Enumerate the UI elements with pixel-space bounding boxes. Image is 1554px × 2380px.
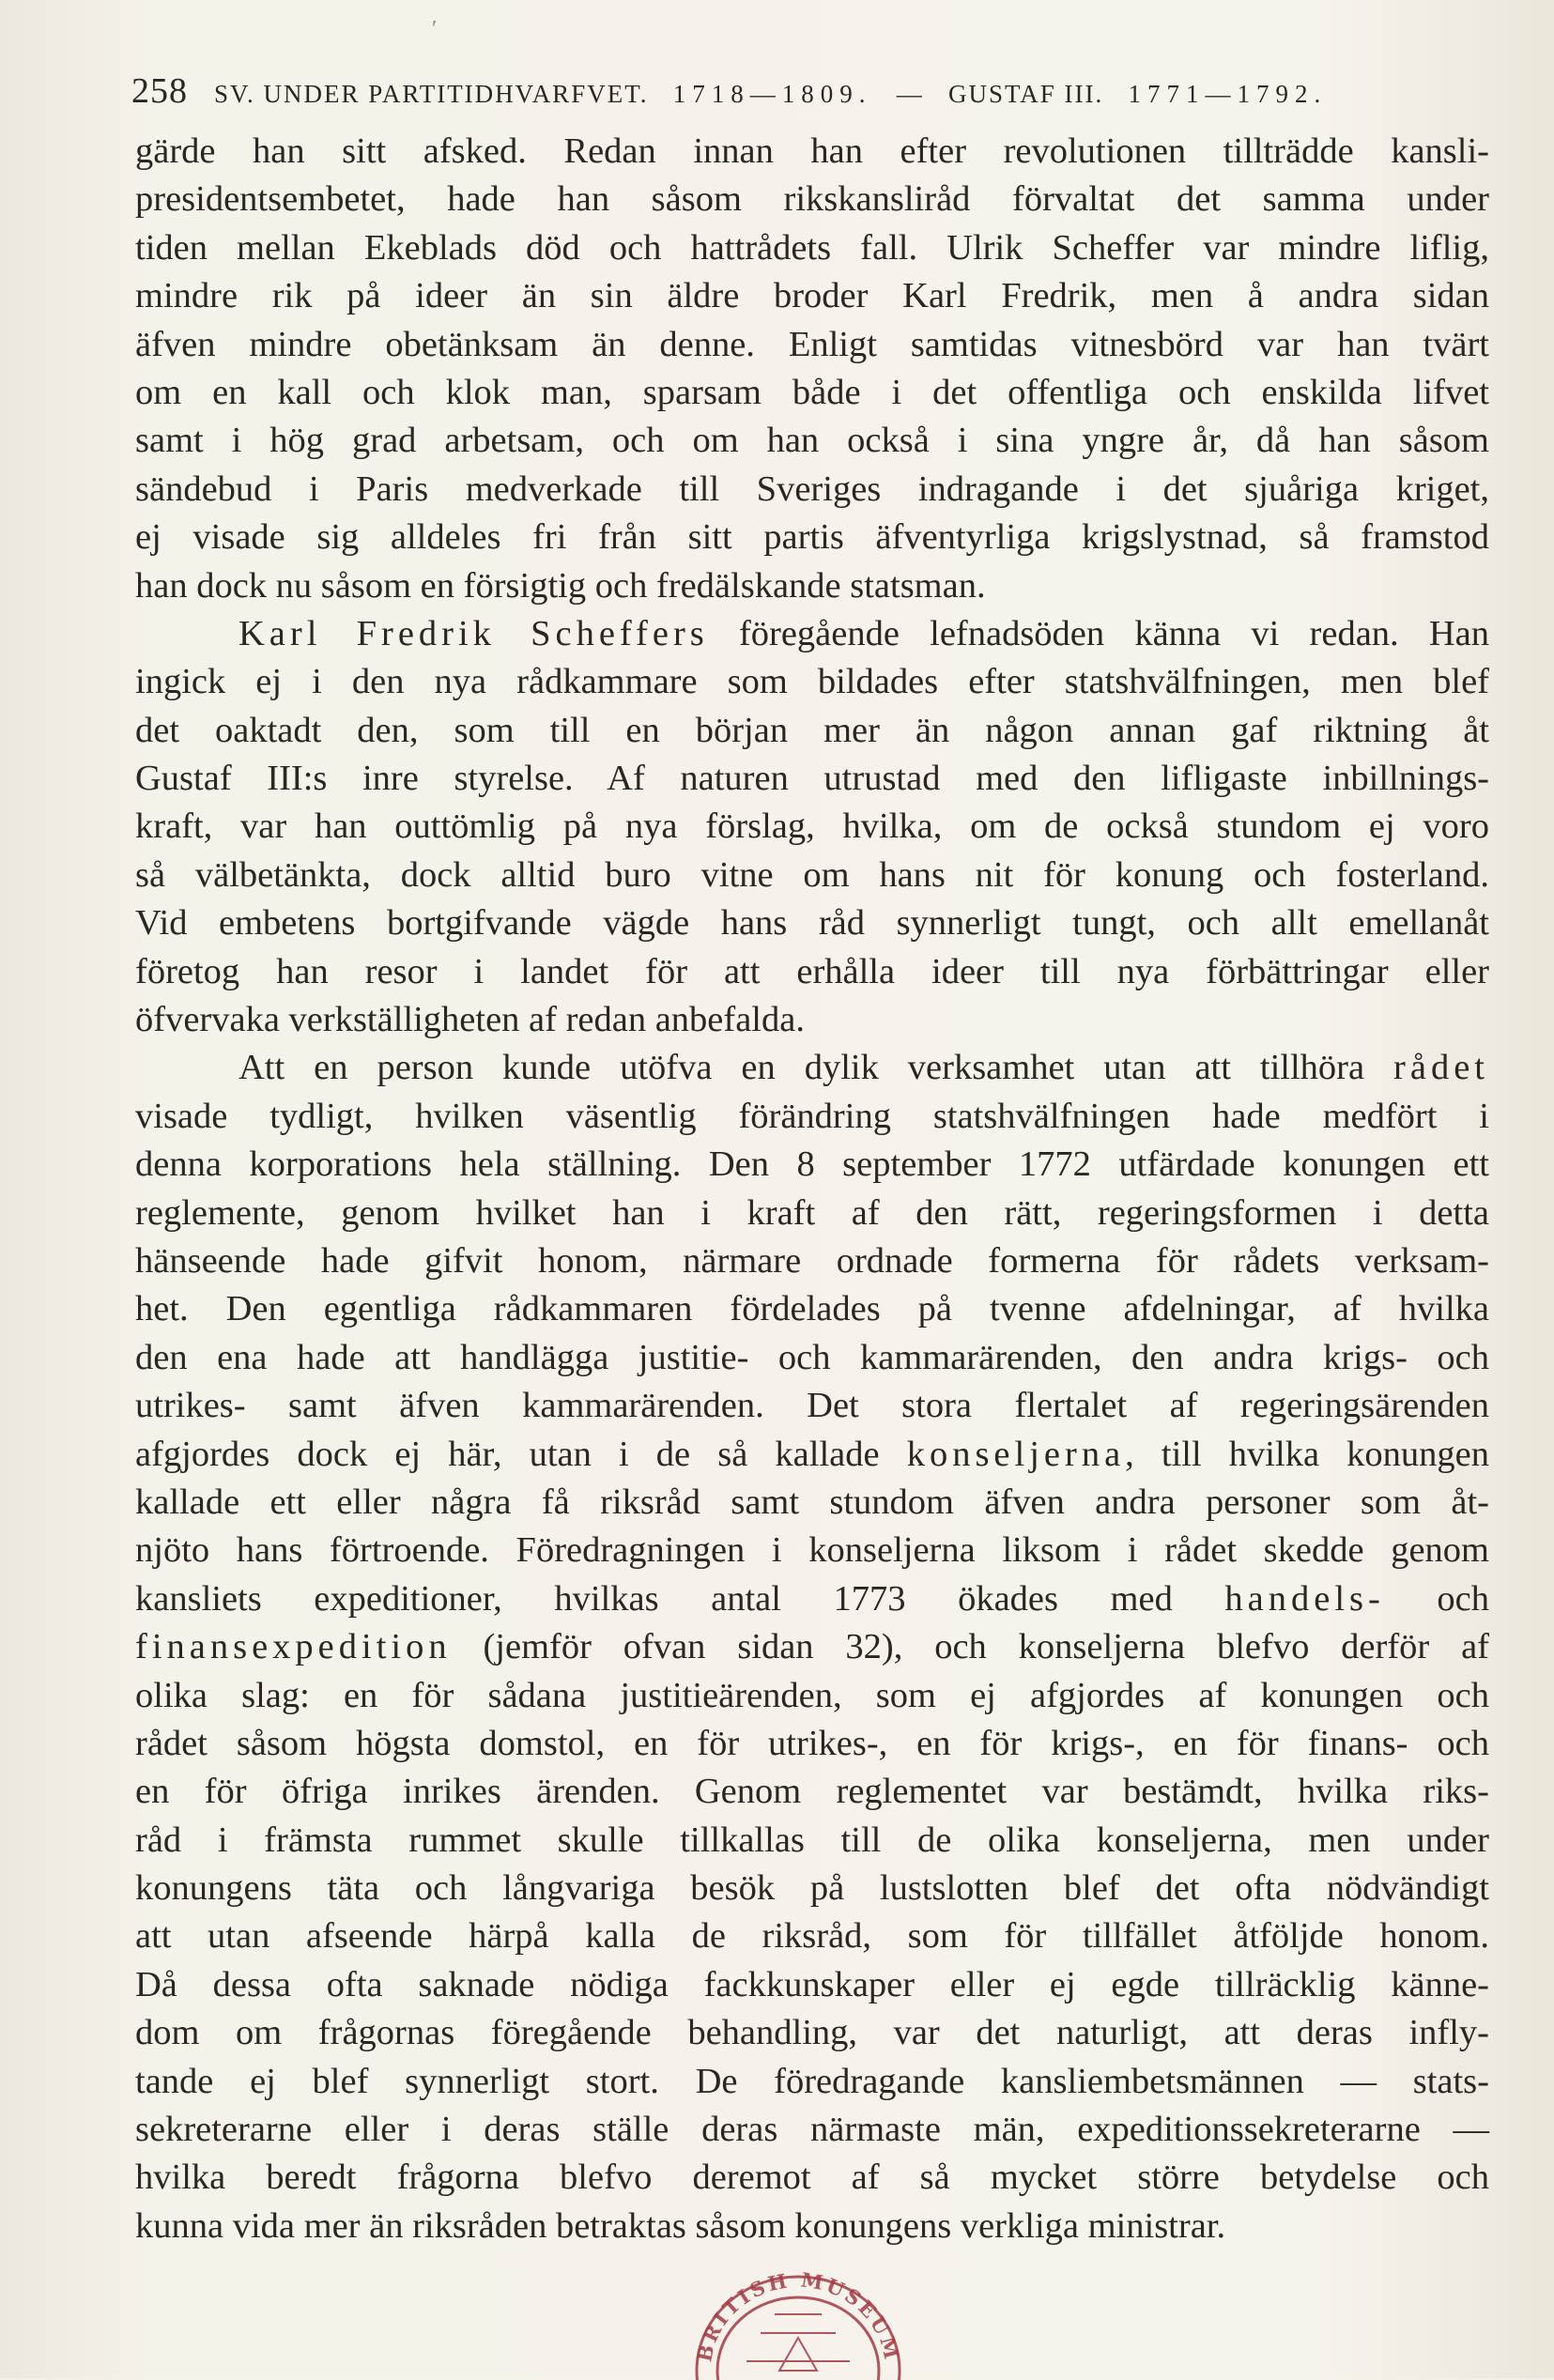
- emphasized-term: rådet: [1393, 1048, 1489, 1088]
- text-line: hvilka beredt frågorna blefvo deremot af så mycket större betydelse och: [135, 2157, 1489, 2198]
- text-line: samt i hög grad arbetsam, och om han också i sina yngre år, då han såsom: [135, 421, 1489, 461]
- text-line: rådet såsom högsta domstol, en för utrikes-, en för krigs-, en för finans- och: [135, 1723, 1489, 1763]
- page-number: 258: [131, 71, 188, 111]
- text-line: kunna vida mer än riksråden betraktas såsom konungens verkliga ministrar.: [135, 2205, 1226, 2246]
- text-line: Gustaf III:s inre styrelse. Af naturen utrustad med den lifligaste inbillnings-: [135, 759, 1489, 799]
- text-line: mindre rik på ideer än sin äldre broder Karl Fredrik, men å andra sidan: [135, 276, 1489, 316]
- text-line: råd i främsta rummet skulle tillkallas till de olika konseljerna, men under: [135, 1820, 1489, 1860]
- text-line: Vid embetens bortgifvande vägde hans råd synnerligt tungt, och allt emellanåt: [135, 903, 1489, 944]
- text-line: kansliets expeditioner, hvilkas antal 1773 ökades med handels- och: [135, 1578, 1489, 1619]
- text-line: ingick ej i den nya rådkammare som bildades efter statshvälfningen, men blef: [135, 662, 1489, 702]
- text-line: han dock nu såsom en försigtig och fredälskande statsman.: [135, 565, 986, 606]
- text-line: kraft, var han outtömlig på nya förslag, hvilka, om de också stundom ej voro: [135, 806, 1489, 847]
- text-line: det oaktadt den, som till en början mer än någon annan gaf riktning åt: [135, 710, 1489, 750]
- text-line: gärde han sitt afsked. Redan innan han efter revolutionen tillträdde kansli-: [135, 131, 1489, 171]
- text-line: hänseende hade gifvit honom, närmare ordnade formerna för rådets verksam-: [135, 1240, 1489, 1281]
- running-head: SV. UNDER PARTITIDHVARFVET. 1718—1809. — GUSTAF III. 1771—1792.: [214, 80, 1328, 108]
- text-line: en för öfriga inrikes ärenden. Genom reglementet var bestämdt, hvilka riks-: [135, 1772, 1489, 1812]
- text-line: ej visade sig alldeles fri från sitt partis äfventyrliga krigslystnad, så framstod: [135, 517, 1489, 558]
- text-line: utrikes- samt äfven kammarärenden. Det stora flertalet af regeringsärenden: [135, 1386, 1489, 1426]
- text-line: presidentsembetet, hade han såsom rikskansliråd förvaltat det samma under: [135, 179, 1489, 220]
- text-line: olika slag: en för sådana justitieärenden, som ej afgjordes af konungen och: [135, 1675, 1489, 1715]
- svg-text:BRITISH MUSEUM: BRITISH MUSEUM: [692, 2267, 904, 2364]
- page-header: [131, 70, 1484, 112]
- text-line: konungens täta och långvariga besök på lustslotten blef det ofta nödvändigt: [135, 1868, 1489, 1909]
- text-line: denna korporations hela ställning. Den 8 september 1772 utfärdade konungen ett: [135, 1144, 1489, 1185]
- text-line: den ena hade att handlägga justitie- och kammarärenden, den andra krigs- och: [135, 1337, 1489, 1377]
- emphasized-term: handels-: [1224, 1578, 1385, 1619]
- text-line: företog han resor i landet för att erhålla ideer till nya förbättringar eller: [135, 951, 1489, 991]
- emphasized-term: finansexpedition: [135, 1627, 452, 1667]
- text-line: visade tydligt, hvilken väsentlig förändring statshvälfningen hade medfört i: [135, 1096, 1489, 1136]
- text-line: het. Den egentliga rådkammaren fördelades på tvenne afdelningar, af hvilka: [135, 1289, 1489, 1329]
- text-line: så välbetänkta, dock alltid buro vitne om hans nit för konung och fosterland.: [135, 854, 1489, 895]
- museum-stamp: [690, 2258, 906, 2380]
- text-line: njöto hans förtroende. Föredragningen i konseljerna liksom i rådet skedde genom: [135, 1530, 1489, 1571]
- text-line: om en kall och klok man, sparsam både i det offentliga och enskilda lifvet: [135, 372, 1489, 412]
- text-line: reglemente, genom hvilket han i kraft af den rätt, regeringsformen i detta: [135, 1192, 1489, 1233]
- text-line: afgjordes dock ej här, utan i de så kallade konseljerna, till hvilka konungen: [135, 1434, 1489, 1474]
- paragraph-start-line: Att en person kunde utöfva en dylik verksamhet utan att tillhöra rådet: [238, 1048, 1489, 1088]
- emphasized-name: Karl Fredrik Scheffers: [238, 613, 709, 653]
- text-line: kallade ett eller några få riksråd samt stundom äfven andra personer som åt-: [135, 1482, 1489, 1522]
- paragraph-start-line: Karl Fredrik Scheffers föregående lefnadsöden känna vi redan. Han: [238, 613, 1489, 653]
- text-line: äfven mindre obetänksam än denne. Enligt samtidas vitnesbörd var han tvärt: [135, 324, 1489, 364]
- margin-mark: ′: [432, 17, 438, 41]
- emphasized-term: konseljerna: [906, 1434, 1126, 1474]
- text-line: sändebud i Paris medverkade till Sveriges indragande i det sjuåriga kriget,: [135, 468, 1489, 509]
- text-line: öfvervaka verkställigheten af redan anbefalda.: [135, 1000, 805, 1040]
- text-line: tiden mellan Ekeblads död och hattrådets fall. Ulrik Scheffer var mindre liflig,: [135, 227, 1489, 268]
- text-line: dom om frågornas föregående behandling, var det naturligt, att deras infly-: [135, 2013, 1489, 2053]
- body-text: [135, 128, 1489, 2250]
- text-line: att utan afseende härpå kalla de riksråd, som för tillfället åtföljde honom.: [135, 1916, 1489, 1957]
- text-line: Då dessa ofta saknade nödiga fackkunskaper eller ej egde tillräcklig känne-: [135, 1964, 1489, 2004]
- text-line: finansexpedition (jemför ofvan sidan 32), och konseljerna blefvo derför af: [135, 1627, 1489, 1667]
- text-line: sekreterarne eller i deras ställe deras närmaste män, expeditionssekreterarne —: [135, 2110, 1489, 2150]
- text-line: tande ej blef synnerligt stort. De föredragande kansliembetsmännen — stats-: [135, 2061, 1489, 2101]
